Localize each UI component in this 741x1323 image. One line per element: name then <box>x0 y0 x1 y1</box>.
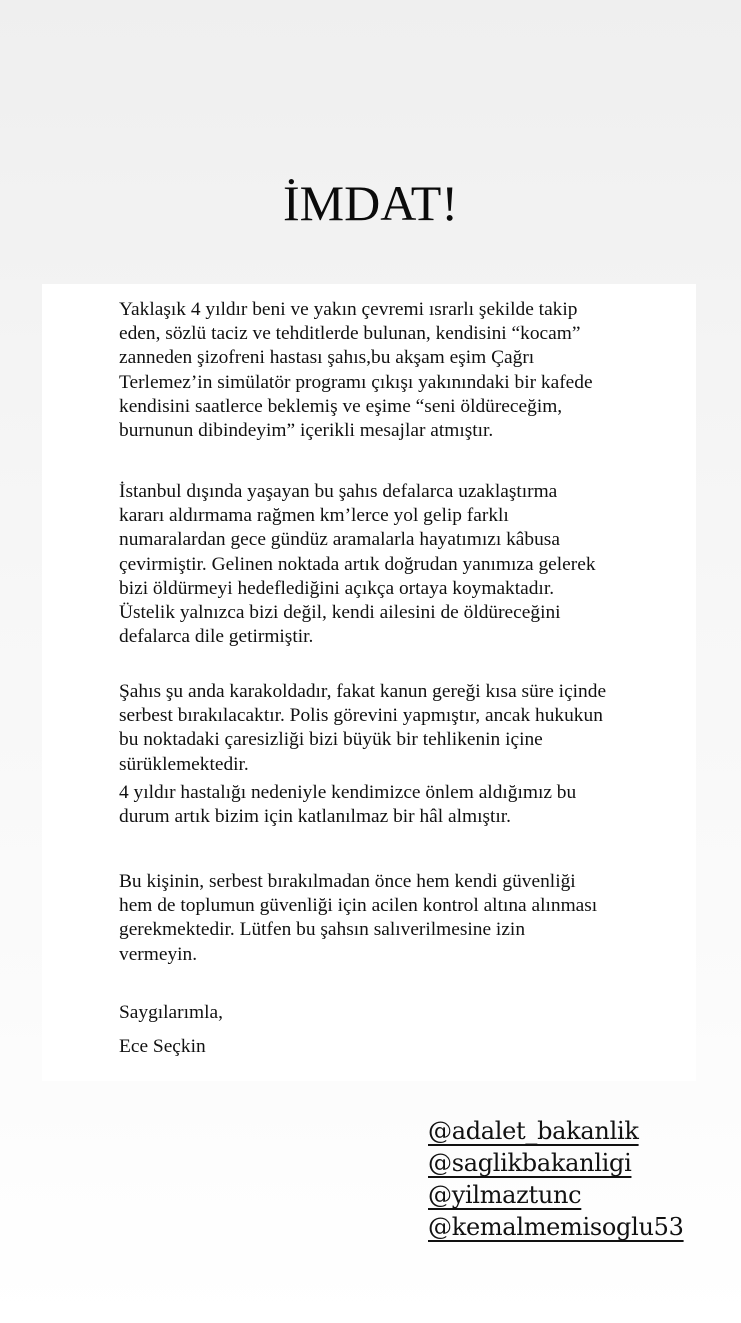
mention-tag-kemalmemisoglu53[interactable]: @kemalmemisoglu53 <box>428 1213 684 1241</box>
letter-paragraph: Şahıs şu anda karakoldadır, fakat kanun gereği kısa süre içinde serbest bırakılacaktır. Polis görevini yapmıştır, ancak hukukun bu noktadaki çaresizliği bizi büyük bir tehlikenin içine sürüklemektedir. <box>119 681 607 775</box>
letter-paragraph: Bu kişinin, serbest bırakılmadan önce hem kendi güvenliği hem de toplumun güvenliği için acilen kontrol altına alınması gerekmektedir. Lütfen bu şahsın salıverilmesine izin vermeyin. <box>119 871 598 965</box>
page-title: İMDAT! <box>283 175 458 231</box>
letter-signature-name: Ece Seçkin <box>119 1036 206 1057</box>
letter-paragraph: İstanbul dışında yaşayan bu şahıs defalarca uzaklaştırma kararı aldırmama rağmen km’lerce yol gelip farklı numaralardan gece gündüz aramalarla hayatımızı kâbusa çevirmiştir. Gelinen noktada artık doğrudan yanımıza gelerek bizi öldürmeyi hedeflediğini açıkça ortaya koymaktadır. Üstelik yalnızca bizi değil, kendi ailesini de öldüreceğini defalarca dile getirmiştir. <box>119 481 596 648</box>
letter-closing: Saygılarımla, <box>119 1002 223 1023</box>
mention-tag-adalet-bakanlik[interactable]: @adalet_bakanlik <box>428 1117 639 1145</box>
letter-paragraph: 4 yıldır hastalığı nedeniyle kendimizce önlem aldığımız bu durum artık bizim için katlanılmaz bir hâl almıştır. <box>119 782 577 828</box>
letter-card <box>42 284 696 1081</box>
letter-paragraph: Yaklaşık 4 yıldır beni ve yakın çevremi ısrarlı şekilde takip eden, sözlü taciz ve tehditlerde bulunan, kendisini “kocam” zanneden şizofreni hastası şahıs,bu akşam eşim Çağrı Terlemez’in simülatör programı çıkışı yakınındaki bir kafede kendisini saatlerce beklemiş ve eşime “seni öldüreceğim, burnunun dibindeyim” içerikli mesajlar atmıştır. <box>119 299 593 442</box>
mention-tags <box>428 1115 728 1243</box>
mention-tag-saglikbakanligi[interactable]: @saglikbakanligi <box>428 1149 632 1177</box>
mention-tag-yilmaztunc[interactable]: @yilmaztunc <box>428 1181 582 1209</box>
